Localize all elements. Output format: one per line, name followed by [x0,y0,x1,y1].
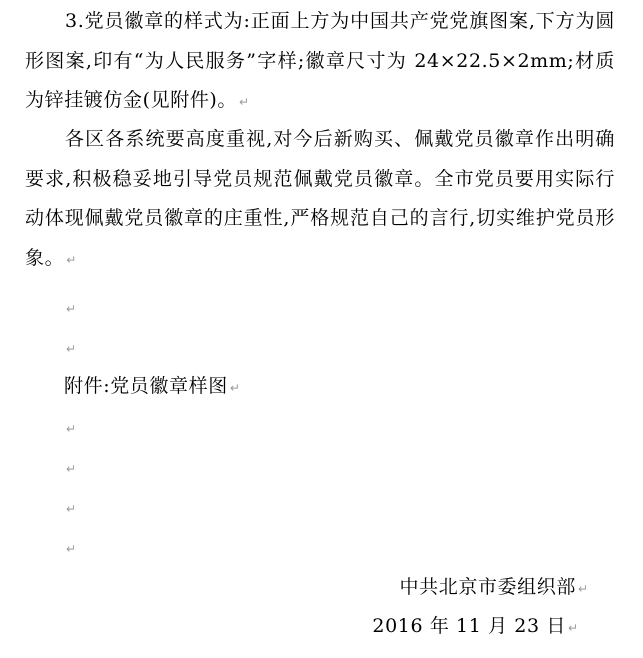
paragraph-badge-style [25,2,615,123]
paragraph-requirements [25,120,615,280]
empty-line [64,418,76,438]
date-text: 2016 年 11 月 23 日 [372,615,566,637]
empty-line [64,298,76,318]
paragraph-mark-icon: ↵ [66,302,77,316]
attachment-line [64,367,240,408]
signature-text: 中共北京市委组织部 [399,576,576,598]
date-line [372,607,578,648]
empty-line [64,498,76,518]
paragraph-mark-icon: ↵ [66,542,77,556]
paragraph-mark-icon: ↵ [66,252,77,267]
paragraph-mark-icon: ↵ [66,462,77,476]
paragraph-mark-icon: ↵ [66,422,77,436]
empty-line [64,338,76,358]
paragraph-mark-icon: ↵ [567,621,578,635]
paragraph-mark-icon: ↵ [66,342,77,356]
attachment-text: 附件:党员徽章样图 [64,375,228,397]
paragraph-mark-icon: ↵ [66,502,77,516]
paragraph-mark-icon: ↵ [229,381,240,395]
empty-line [64,458,76,478]
paragraph-badge-style-text: 3.党员徽章的样式为:正面上方为中国共产党党旗图案,下方为圆形图案,印有“为人民服务”字样;徽章尺寸为 24×22.5×2mm;材质为锌挂镀仿金(见附件)。 [25,10,615,111]
paragraph-mark-icon: ↵ [577,582,588,596]
signature-line [400,568,588,609]
paragraph-mark-icon: ↵ [239,95,250,109]
empty-line [64,538,76,558]
paragraph-requirements-text: 各区各系统要高度重视,对今后新购买、佩戴党员徽章作出明确要求,积极稳妥地引导党员规范佩戴党员徽章。全市党员要用实际行动体现佩戴党员徽章的庄重性,严格规范自己的言行,切实维护党员形象。 [25,128,615,269]
